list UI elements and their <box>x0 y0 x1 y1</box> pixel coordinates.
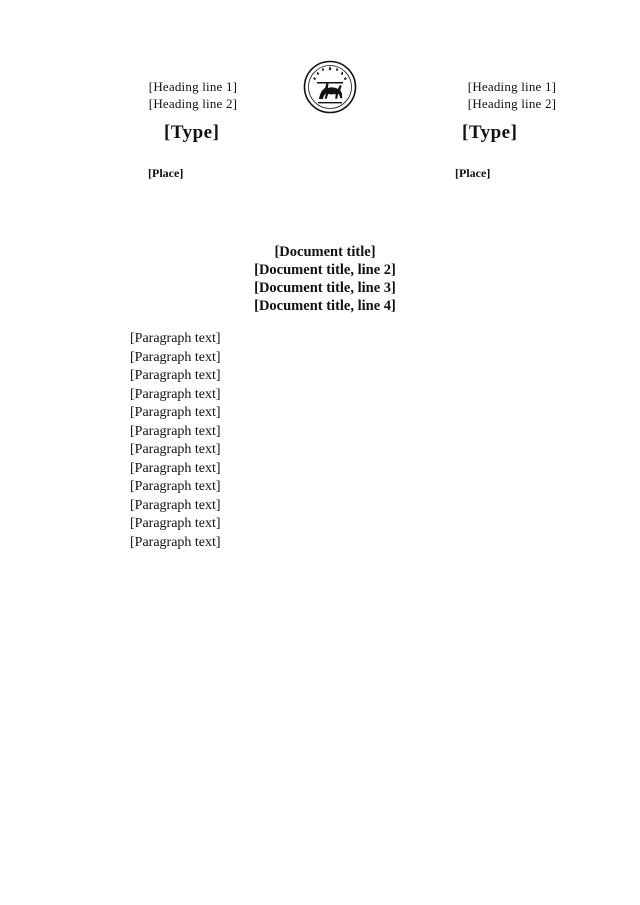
body-paragraph: [Paragraph text] <box>130 534 221 550</box>
doc-type-left: [Type] <box>164 122 220 143</box>
header-right <box>392 78 632 112</box>
header-left-line-2: [Heading line 2] <box>148 96 238 111</box>
body-paragraph: [Paragraph text] <box>130 405 221 420</box>
body-paragraph: [Paragraph text] <box>130 516 221 531</box>
title-line-2: [Document title, line 2] <box>254 262 396 278</box>
header-right-line-2: [Heading line 2] <box>467 96 557 111</box>
body-paragraph: [Paragraph text] <box>130 331 221 346</box>
body-paragraph: [Paragraph text] <box>130 497 221 513</box>
document-title <box>90 243 560 315</box>
doc-type-right: [Type] <box>462 122 518 143</box>
document-body <box>92 330 600 552</box>
body-paragraph: [Paragraph text] <box>130 368 221 383</box>
header-left <box>78 78 308 112</box>
place-left: [Place] <box>148 166 184 180</box>
header-left-line-1: [Heading line 1] <box>148 79 238 94</box>
coat-of-arms-icon <box>303 60 357 114</box>
body-paragraph: [Paragraph text] <box>130 479 221 494</box>
body-paragraph: [Paragraph text] <box>130 386 221 402</box>
body-paragraph: [Paragraph text] <box>130 349 221 365</box>
place-right: [Place] <box>455 166 491 180</box>
title-line-1: [Document title] <box>274 244 376 260</box>
header-right-line-1: [Heading line 1] <box>467 79 557 94</box>
body-paragraph: [Paragraph text] <box>130 460 221 476</box>
body-paragraph: [Paragraph text] <box>130 423 221 439</box>
title-line-3: [Document title, line 3] <box>254 280 396 296</box>
body-paragraph: [Paragraph text] <box>130 442 221 457</box>
title-line-4: [Document title, line 4] <box>254 298 396 314</box>
